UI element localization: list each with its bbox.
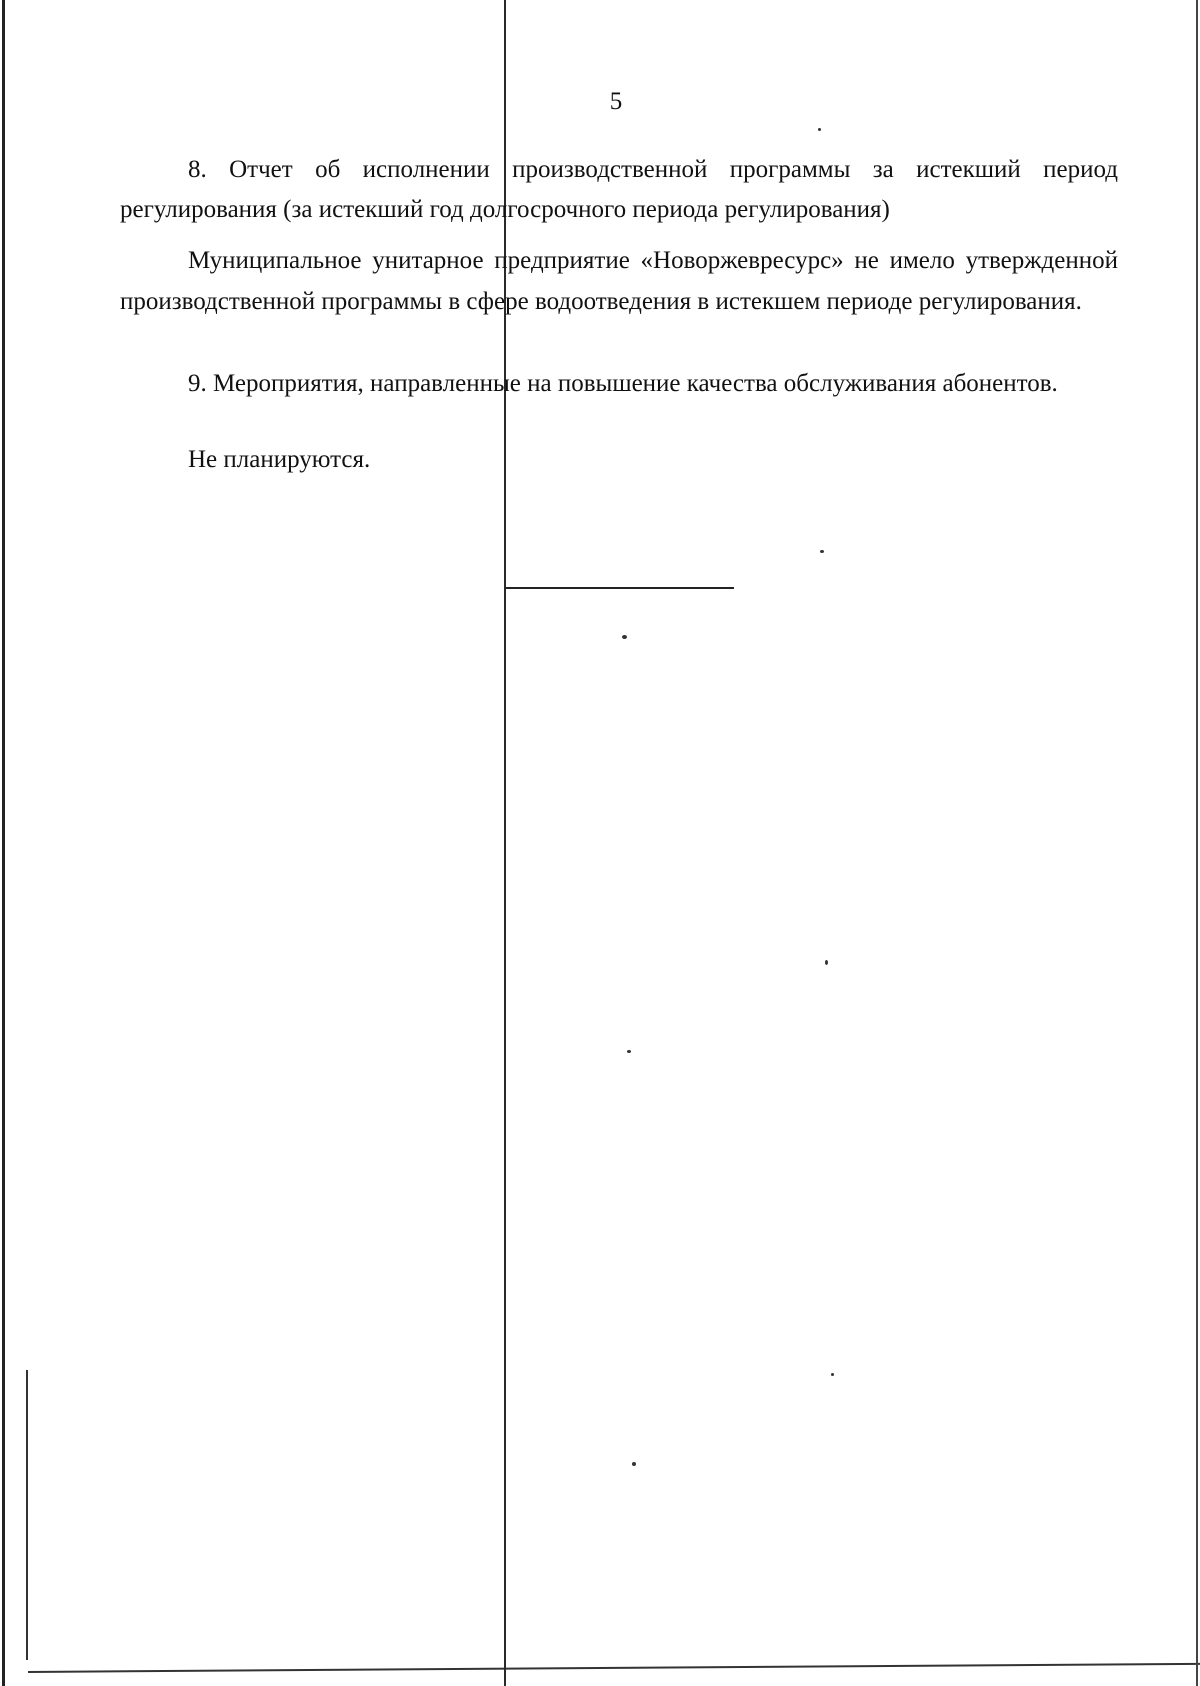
section-8-heading: 8. Отчет об исполнении производственной программы за истекший период регулирования (за истекший год долгосрочного периода регулирования) bbox=[120, 156, 1118, 223]
end-of-text-rule bbox=[506, 587, 734, 589]
section-9-heading-block bbox=[120, 364, 1118, 404]
scan-speck bbox=[831, 1373, 834, 1376]
scan-speck bbox=[825, 960, 828, 965]
section-9-heading: 9. Мероприятия, направленные на повышение качества обслуживания абонентов. bbox=[188, 370, 1058, 397]
scan-speck bbox=[632, 1462, 636, 1466]
page-number: 5 bbox=[609, 88, 623, 115]
frame-left-line bbox=[26, 1370, 28, 1660]
section-8-body: Муниципальное унитарное предприятие «Новоржевресурс» не имело утвержденной производственной программы в сфере водоотведения в истекшем периоде регулирования. bbox=[120, 247, 1118, 315]
scan-speck bbox=[818, 128, 821, 131]
section-8-body-block bbox=[120, 240, 1118, 322]
section-9-body: Не планируются. bbox=[188, 446, 371, 473]
scan-speck bbox=[627, 1050, 631, 1053]
section-8-heading-block bbox=[120, 150, 1118, 230]
frame-bottom-line bbox=[28, 1663, 1200, 1673]
scan-speck bbox=[622, 635, 627, 639]
scan-right-edge bbox=[1196, 0, 1198, 1686]
section-9-body-block bbox=[120, 440, 1118, 480]
scan-speck bbox=[820, 550, 824, 553]
scan-border-left bbox=[2, 0, 5, 1686]
